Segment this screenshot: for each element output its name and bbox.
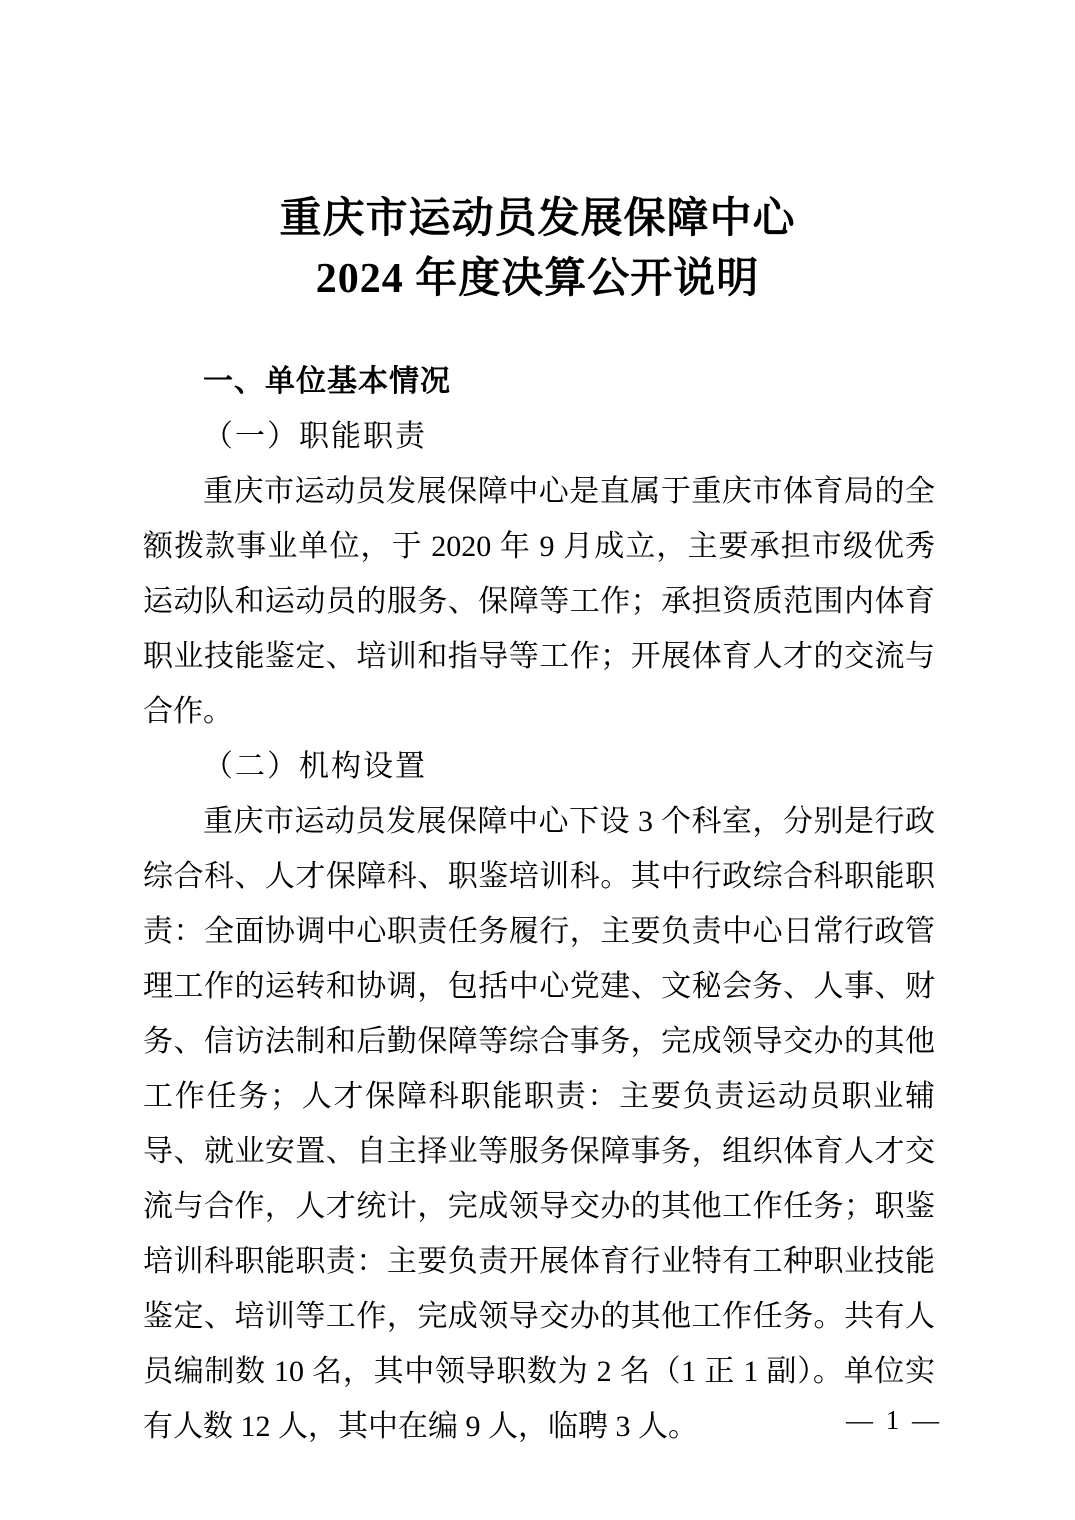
section-heading-basic-info: 一、单位基本情况 [203, 365, 451, 398]
paragraph-org-structure: 重庆市运动员发展保障中心下设 3 个科室，分别是行政综合科、人才保障科、职鉴培训科。其中行政综合科职能职责：全面协调中心职责任务履行，主要负责中心日常行政管理工作的运转和协调，包括中心党建、文秘会务、人事、财务、信访法制和后勤保障等综合事务，完成领导交办的其他工作任务；人才保障科职能职责：主要负责运动员职业辅导、就业安置、自主择业等服务保障事务，组织体育人才交流与合作，人才统计，完成领导交办的其他工作任务；职鉴培训科职能职责：主要负责开展体育行业特有工种职业技能鉴定、培训等工作，完成领导交办的其他工作任务。共有人员编制数 10 名，其中领导职数为 2 名（1 正 1 副）。单位实有人数 12 人，其中在编 9 人，临聘 3 人。 [143, 805, 935, 1443]
document-title-line1: 重庆市运动员发展保障中心 [279, 196, 796, 242]
paragraph-duties: 重庆市运动员发展保障中心是直属于重庆市体育局的全额拨款事业单位，于 2020 年 9 月成立，主要承担市级优秀运动队和运动员的服务、保障等工作；承担资质范围内体育职业技能鉴定、培训和指导等工作；开展体育人才的交流与合作。 [143, 475, 935, 728]
subsection-heading-duties: （一）职能职责 [203, 420, 427, 453]
page-number: — 1 — [846, 1405, 942, 1435]
document-title-line2: 2024 年度决算公开说明 [315, 256, 760, 302]
document-body [143, 354, 935, 1454]
subsection-heading-org-structure: （二）机构设置 [203, 750, 427, 783]
document-title [0, 0, 1075, 309]
